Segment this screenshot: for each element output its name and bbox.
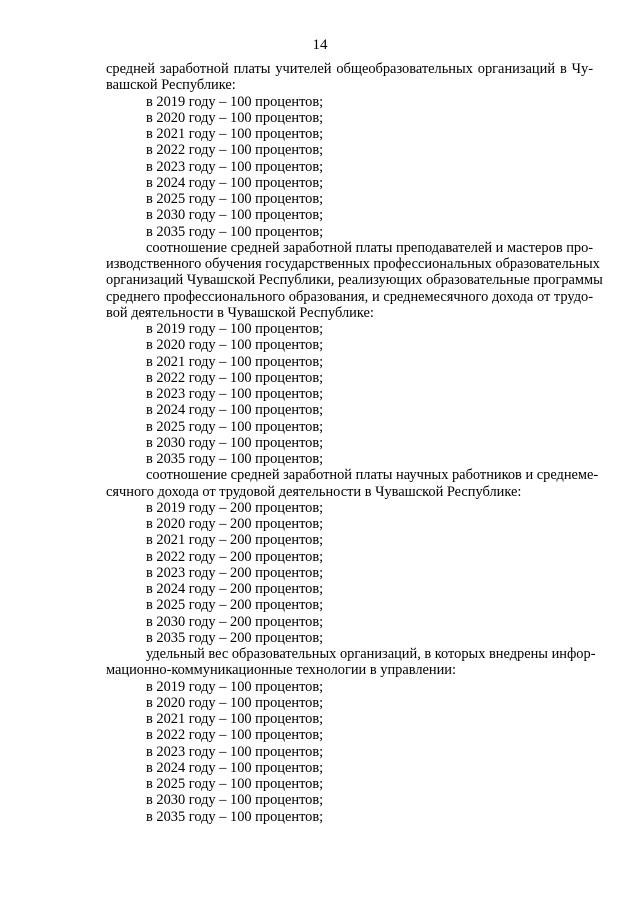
year-value-item: в 2023 году – 200 процентов; — [146, 564, 324, 581]
year-value-item: в 2023 году – 100 процентов; — [146, 743, 324, 760]
year-value-item: в 2025 году – 100 процентов; — [146, 191, 324, 207]
document-body — [106, 61, 603, 825]
section-heading-line: вашской Республике: — [106, 77, 236, 94]
year-value-item: в 2022 году – 100 процентов; — [146, 369, 324, 386]
year-value-item: в 2020 году – 100 процентов; — [146, 109, 324, 126]
year-value-item: в 2019 году – 100 процентов; — [146, 93, 324, 110]
section-heading-line: среднего профессионального образования, и среднемесячного дохода от трудо- — [106, 288, 593, 305]
year-value-item: в 2035 году – 200 процентов; — [146, 629, 324, 646]
indicator-section — [106, 239, 603, 468]
year-value-item: в 2021 году – 200 процентов; — [146, 532, 324, 549]
page-number: 14 — [312, 37, 328, 53]
section-heading-line: средней заработной платы учителей общеобразовательных организаций в Чу- — [106, 61, 593, 77]
year-value-item: в 2024 году – 100 процентов; — [146, 402, 324, 419]
indicator-section — [106, 61, 593, 240]
year-value-item: в 2019 году – 100 процентов; — [146, 678, 324, 695]
year-value-item: в 2035 году – 100 процентов; — [146, 451, 324, 467]
year-value-item: в 2024 году – 200 процентов; — [146, 581, 324, 597]
year-value-item: в 2023 году – 100 процентов; — [146, 158, 324, 175]
year-value-item: в 2021 году – 100 процентов; — [146, 126, 324, 142]
year-value-item: в 2021 году – 100 процентов; — [146, 353, 324, 370]
year-value-item: в 2030 году – 100 процентов; — [146, 792, 324, 809]
year-value-item: в 2022 году – 100 процентов; — [146, 727, 324, 744]
year-value-item: в 2030 году – 200 процентов; — [146, 613, 324, 630]
section-heading-line: изводственного обучения государственных профессиональных образовательных — [106, 256, 600, 272]
year-value-item: в 2019 году – 100 процентов; — [146, 321, 324, 337]
indicator-section — [106, 467, 599, 646]
indicator-section — [106, 646, 596, 825]
year-value-item: в 2025 году – 100 процентов; — [146, 418, 324, 435]
year-value-item: в 2035 году – 100 процентов; — [146, 223, 324, 240]
year-value-item: в 2020 году – 200 процентов; — [146, 516, 324, 532]
year-value-item: в 2024 году – 100 процентов; — [146, 759, 324, 776]
section-heading-line: удельный вес образовательных организаций, в которых внедрены инфор- — [146, 646, 596, 662]
year-value-item: в 2035 году – 100 процентов; — [146, 808, 324, 825]
year-value-item: в 2023 году – 100 процентов; — [146, 386, 324, 402]
year-value-item: в 2030 году – 100 процентов; — [146, 207, 324, 224]
year-value-item: в 2024 году – 100 процентов; — [146, 174, 324, 191]
year-value-item: в 2020 году – 100 процентов; — [146, 694, 324, 711]
section-heading-line: организаций Чувашской Республики, реализующих образовательные программы — [106, 272, 603, 289]
section-heading-line: сячного дохода от трудовой деятельности в Чувашской Республике: — [106, 483, 522, 500]
year-value-item: в 2019 году – 200 процентов; — [146, 499, 324, 516]
year-value-item: в 2021 году – 100 процентов; — [146, 711, 324, 727]
year-value-item: в 2025 году – 200 процентов; — [146, 597, 324, 614]
section-heading-line: соотношение средней заработной платы научных работников и среднеме- — [146, 467, 599, 484]
year-value-item: в 2025 году – 100 процентов; — [146, 776, 324, 792]
year-value-item: в 2022 году – 200 процентов; — [146, 548, 324, 565]
section-heading-line: соотношение средней заработной платы преподавателей и мастеров про- — [146, 239, 594, 256]
section-heading-line: мационно-коммуникационные технологии в управлении: — [106, 662, 457, 679]
year-value-item: в 2030 году – 100 процентов; — [146, 434, 324, 451]
section-heading-line: вой деятельности в Чувашской Республике: — [106, 304, 374, 321]
year-value-item: в 2020 году – 100 процентов; — [146, 337, 324, 354]
year-value-item: в 2022 году – 100 процентов; — [146, 142, 324, 159]
